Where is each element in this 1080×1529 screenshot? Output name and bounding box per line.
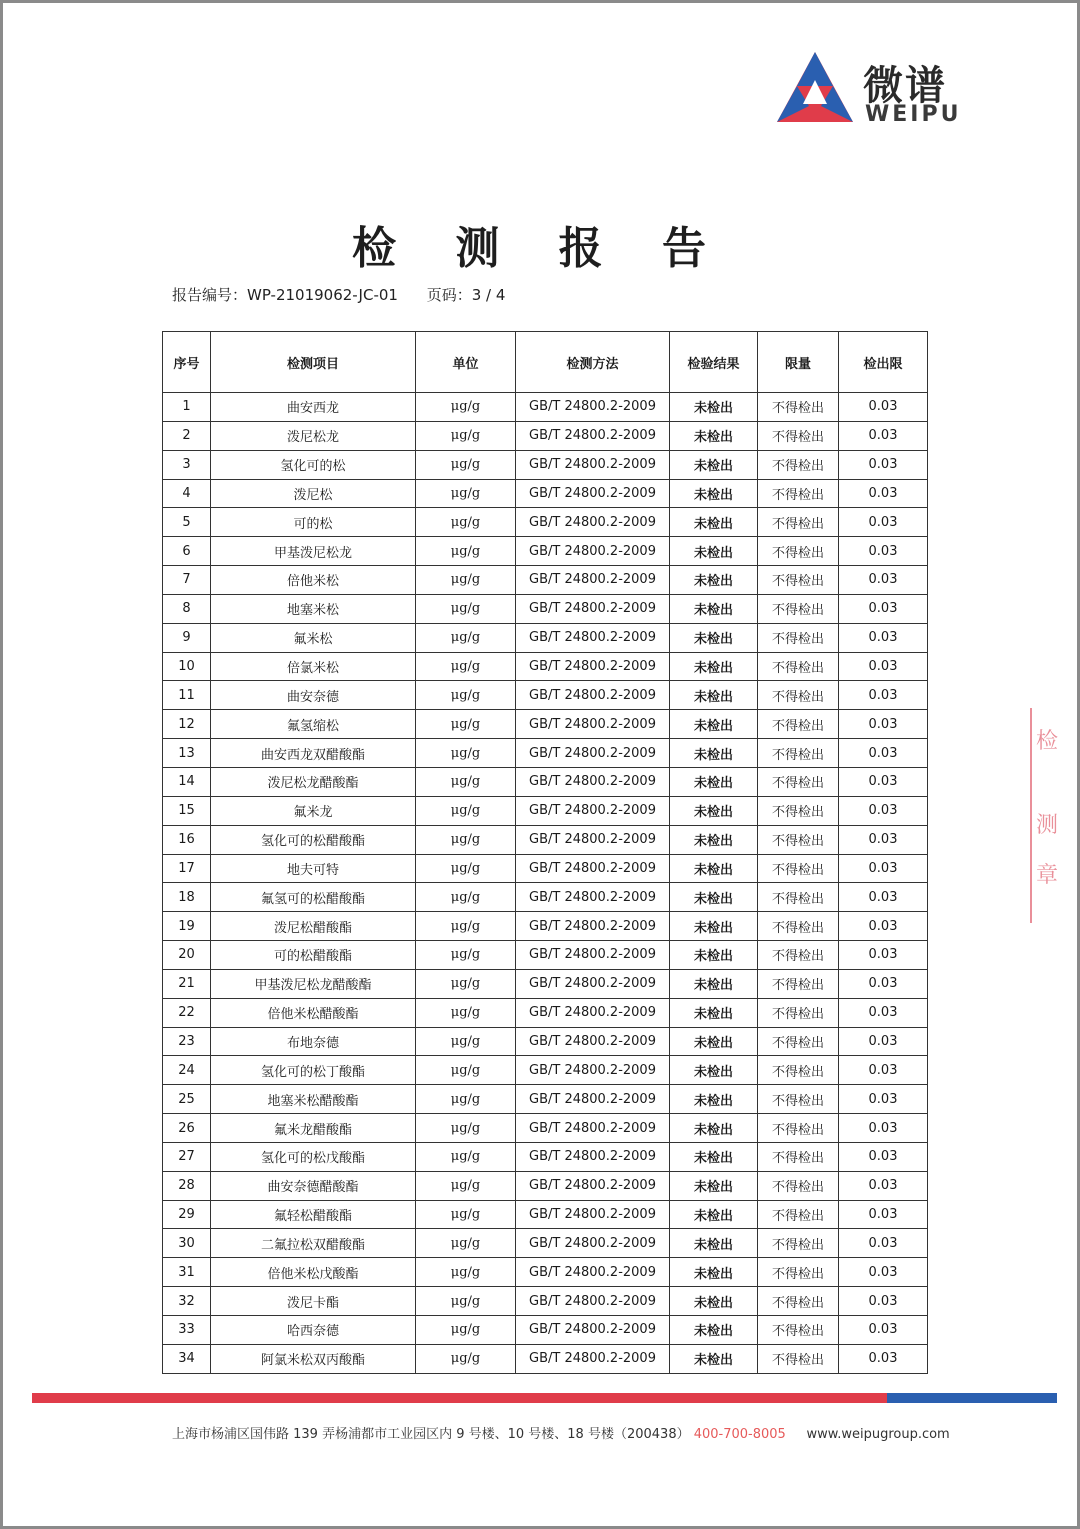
cell-lod: 0.03 [839, 883, 928, 912]
cell-method: GB/T 24800.2-2009 [516, 681, 670, 710]
cell-result: 未检出 [670, 1316, 758, 1345]
cell-result: 未检出 [670, 969, 758, 998]
cell-method: GB/T 24800.2-2009 [516, 998, 670, 1027]
cell-lod: 0.03 [839, 1287, 928, 1316]
cell-method: GB/T 24800.2-2009 [516, 1287, 670, 1316]
cell-method: GB/T 24800.2-2009 [516, 883, 670, 912]
table-row [163, 450, 928, 479]
cell-method: GB/T 24800.2-2009 [516, 912, 670, 941]
table-row [163, 969, 928, 998]
cell-lod: 0.03 [839, 421, 928, 450]
cell-result: 未检出 [670, 421, 758, 450]
report-title: 检 测 报 告 [352, 223, 728, 274]
cell-result: 未检出 [670, 854, 758, 883]
cell-limit: 不得检出 [758, 854, 839, 883]
cell-result: 未检出 [670, 710, 758, 739]
cell-result: 未检出 [670, 652, 758, 681]
results-table [162, 331, 928, 1374]
cell-item: 倍他米松醋酸酯 [211, 998, 416, 1027]
cell-result: 未检出 [670, 1142, 758, 1171]
table-row [163, 1171, 928, 1200]
table-row [163, 1056, 928, 1085]
cell-unit: μg/g [416, 1171, 516, 1200]
table-row [163, 479, 928, 508]
cell-unit: μg/g [416, 1142, 516, 1171]
cell-unit: μg/g [416, 479, 516, 508]
cell-unit: μg/g [416, 1287, 516, 1316]
table-row [163, 594, 928, 623]
cell-unit: μg/g [416, 566, 516, 595]
cell-unit: μg/g [416, 1229, 516, 1258]
cell-no: 20 [163, 941, 211, 970]
cell-result: 未检出 [670, 393, 758, 422]
cell-no: 16 [163, 825, 211, 854]
cell-result: 未检出 [670, 883, 758, 912]
cell-no: 23 [163, 1027, 211, 1056]
cell-result: 未检出 [670, 594, 758, 623]
cell-limit: 不得检出 [758, 652, 839, 681]
cell-no: 13 [163, 739, 211, 768]
cell-no: 5 [163, 508, 211, 537]
cell-method: GB/T 24800.2-2009 [516, 1027, 670, 1056]
cell-lod: 0.03 [839, 739, 928, 768]
cell-unit: μg/g [416, 1316, 516, 1345]
table-row [163, 1085, 928, 1114]
cell-limit: 不得检出 [758, 1085, 839, 1114]
cell-unit: μg/g [416, 1056, 516, 1085]
cell-lod: 0.03 [839, 1142, 928, 1171]
cell-no: 18 [163, 883, 211, 912]
col-header-lod: 检出限 [839, 332, 928, 393]
cell-result: 未检出 [670, 825, 758, 854]
cell-item: 氟米龙 [211, 796, 416, 825]
cell-no: 6 [163, 537, 211, 566]
cell-result: 未检出 [670, 1085, 758, 1114]
cell-no: 12 [163, 710, 211, 739]
cell-result: 未检出 [670, 681, 758, 710]
cell-item: 泼尼松龙 [211, 421, 416, 450]
cell-item: 氟氢缩松 [211, 710, 416, 739]
cell-no: 8 [163, 594, 211, 623]
table-row [163, 393, 928, 422]
cell-unit: μg/g [416, 1114, 516, 1143]
cell-result: 未检出 [670, 1258, 758, 1287]
cell-no: 1 [163, 393, 211, 422]
table-header-row [163, 332, 928, 393]
cell-limit: 不得检出 [758, 767, 839, 796]
cell-lod: 0.03 [839, 1344, 928, 1373]
cell-limit: 不得检出 [758, 912, 839, 941]
cell-no: 25 [163, 1085, 211, 1114]
cell-method: GB/T 24800.2-2009 [516, 623, 670, 652]
cell-no: 7 [163, 566, 211, 595]
cell-limit: 不得检出 [758, 508, 839, 537]
table-row [163, 566, 928, 595]
cell-result: 未检出 [670, 508, 758, 537]
cell-unit: μg/g [416, 883, 516, 912]
cell-lod: 0.03 [839, 623, 928, 652]
cell-item: 可的松 [211, 508, 416, 537]
cell-no: 26 [163, 1114, 211, 1143]
table-row [163, 421, 928, 450]
cell-limit: 不得检出 [758, 537, 839, 566]
cell-item: 布地奈德 [211, 1027, 416, 1056]
cell-limit: 不得检出 [758, 421, 839, 450]
cell-item: 泼尼松醋酸酯 [211, 912, 416, 941]
cell-result: 未检出 [670, 1344, 758, 1373]
cell-method: GB/T 24800.2-2009 [516, 1258, 670, 1287]
cell-no: 27 [163, 1142, 211, 1171]
cell-limit: 不得检出 [758, 566, 839, 595]
cell-no: 29 [163, 1200, 211, 1229]
cell-no: 21 [163, 969, 211, 998]
cell-limit: 不得检出 [758, 1258, 839, 1287]
cell-method: GB/T 24800.2-2009 [516, 796, 670, 825]
cell-lod: 0.03 [839, 767, 928, 796]
table-row [163, 1287, 928, 1316]
cell-method: GB/T 24800.2-2009 [516, 421, 670, 450]
cell-unit: μg/g [416, 739, 516, 768]
cell-method: GB/T 24800.2-2009 [516, 854, 670, 883]
cell-lod: 0.03 [839, 652, 928, 681]
cell-method: GB/T 24800.2-2009 [516, 1056, 670, 1085]
cell-lod: 0.03 [839, 969, 928, 998]
table-row [163, 537, 928, 566]
cell-item: 倍他米松戊酸酯 [211, 1258, 416, 1287]
cell-no: 2 [163, 421, 211, 450]
cell-limit: 不得检出 [758, 623, 839, 652]
cell-lod: 0.03 [839, 393, 928, 422]
cell-item: 地塞米松 [211, 594, 416, 623]
cell-method: GB/T 24800.2-2009 [516, 1200, 670, 1229]
cell-method: GB/T 24800.2-2009 [516, 1114, 670, 1143]
cell-item: 地塞米松醋酸酯 [211, 1085, 416, 1114]
cell-no: 3 [163, 450, 211, 479]
cell-lod: 0.03 [839, 710, 928, 739]
cell-unit: μg/g [416, 710, 516, 739]
cell-method: GB/T 24800.2-2009 [516, 1229, 670, 1258]
cell-unit: μg/g [416, 421, 516, 450]
cell-method: GB/T 24800.2-2009 [516, 767, 670, 796]
cell-no: 11 [163, 681, 211, 710]
table-row [163, 912, 928, 941]
cell-result: 未检出 [670, 998, 758, 1027]
cell-result: 未检出 [670, 1114, 758, 1143]
cell-lod: 0.03 [839, 998, 928, 1027]
cell-unit: μg/g [416, 508, 516, 537]
cell-no: 4 [163, 479, 211, 508]
col-header-method: 检测方法 [516, 332, 670, 393]
footer-website: www.weipugroup.com [806, 1427, 950, 1442]
cell-method: GB/T 24800.2-2009 [516, 393, 670, 422]
cell-no: 22 [163, 998, 211, 1027]
col-header-item: 检测项目 [211, 332, 416, 393]
cell-method: GB/T 24800.2-2009 [516, 1316, 670, 1345]
table-row [163, 854, 928, 883]
cell-limit: 不得检出 [758, 1171, 839, 1200]
cell-no: 14 [163, 767, 211, 796]
cell-item: 曲安西龙双醋酸酯 [211, 739, 416, 768]
cell-limit: 不得检出 [758, 883, 839, 912]
footer [172, 1423, 950, 1442]
table-row [163, 998, 928, 1027]
cell-unit: μg/g [416, 767, 516, 796]
cell-limit: 不得检出 [758, 739, 839, 768]
table-row [163, 767, 928, 796]
cell-method: GB/T 24800.2-2009 [516, 508, 670, 537]
cell-unit: μg/g [416, 393, 516, 422]
table-row [163, 1142, 928, 1171]
cell-lod: 0.03 [839, 594, 928, 623]
cell-result: 未检出 [670, 479, 758, 508]
cell-unit: μg/g [416, 1200, 516, 1229]
cell-item: 阿氯米松双丙酸酯 [211, 1344, 416, 1373]
cell-unit: μg/g [416, 450, 516, 479]
cell-lod: 0.03 [839, 508, 928, 537]
cell-limit: 不得检出 [758, 1229, 839, 1258]
table-row [163, 1027, 928, 1056]
cell-method: GB/T 24800.2-2009 [516, 941, 670, 970]
cell-unit: μg/g [416, 1027, 516, 1056]
cell-lod: 0.03 [839, 1316, 928, 1345]
cell-result: 未检出 [670, 1287, 758, 1316]
cell-method: GB/T 24800.2-2009 [516, 594, 670, 623]
cell-unit: μg/g [416, 623, 516, 652]
table-row [163, 508, 928, 537]
cell-lod: 0.03 [839, 854, 928, 883]
table-row [163, 739, 928, 768]
cell-item: 倍氯米松 [211, 652, 416, 681]
cell-lod: 0.03 [839, 941, 928, 970]
cell-limit: 不得检出 [758, 479, 839, 508]
cell-lod: 0.03 [839, 796, 928, 825]
cell-lod: 0.03 [839, 1258, 928, 1287]
cell-item: 泼尼松 [211, 479, 416, 508]
cell-limit: 不得检出 [758, 1027, 839, 1056]
cell-item: 氟米龙醋酸酯 [211, 1114, 416, 1143]
cell-result: 未检出 [670, 450, 758, 479]
cell-no: 19 [163, 912, 211, 941]
cell-limit: 不得检出 [758, 796, 839, 825]
cell-no: 31 [163, 1258, 211, 1287]
cell-lod: 0.03 [839, 450, 928, 479]
cell-result: 未检出 [670, 623, 758, 652]
col-header-no: 序号 [163, 332, 211, 393]
cell-item: 甲基泼尼松龙醋酸酯 [211, 969, 416, 998]
table-row [163, 623, 928, 652]
table-row [163, 1200, 928, 1229]
cell-no: 30 [163, 1229, 211, 1258]
cell-lod: 0.03 [839, 1114, 928, 1143]
cell-item: 甲基泼尼松龙 [211, 537, 416, 566]
cell-limit: 不得检出 [758, 1316, 839, 1345]
cell-item: 氟米松 [211, 623, 416, 652]
table-row [163, 1316, 928, 1345]
brand-name-en: WEIPU [865, 102, 962, 127]
cell-item: 泼尼卡酯 [211, 1287, 416, 1316]
cell-no: 15 [163, 796, 211, 825]
cell-unit: μg/g [416, 1344, 516, 1373]
cell-unit: μg/g [416, 594, 516, 623]
cell-item: 氢化可的松戊酸酯 [211, 1142, 416, 1171]
footer-phone: 400-700-8005 [693, 1427, 786, 1442]
cell-item: 氢化可的松醋酸酯 [211, 825, 416, 854]
cell-limit: 不得检出 [758, 450, 839, 479]
cell-result: 未检出 [670, 566, 758, 595]
cell-lod: 0.03 [839, 1085, 928, 1114]
table-row [163, 1229, 928, 1258]
footer-bar-blue [887, 1393, 1057, 1403]
cell-no: 34 [163, 1344, 211, 1373]
cell-limit: 不得检出 [758, 825, 839, 854]
cell-item: 泼尼松龙醋酸酯 [211, 767, 416, 796]
col-header-unit: 单位 [416, 332, 516, 393]
cell-method: GB/T 24800.2-2009 [516, 1344, 670, 1373]
cell-method: GB/T 24800.2-2009 [516, 652, 670, 681]
cell-unit: μg/g [416, 854, 516, 883]
cell-lod: 0.03 [839, 1056, 928, 1085]
cell-lod: 0.03 [839, 479, 928, 508]
cell-lod: 0.03 [839, 1229, 928, 1258]
cell-limit: 不得检出 [758, 1142, 839, 1171]
cell-result: 未检出 [670, 1200, 758, 1229]
table-row [163, 1114, 928, 1143]
cell-unit: μg/g [416, 537, 516, 566]
report-number: 报告编号：WP-21019062-JC-01 [172, 286, 398, 304]
cell-method: GB/T 24800.2-2009 [516, 566, 670, 595]
table-row [163, 710, 928, 739]
cell-unit: μg/g [416, 998, 516, 1027]
cell-item: 氟氢可的松醋酸酯 [211, 883, 416, 912]
cell-item: 二氟拉松双醋酸酯 [211, 1229, 416, 1258]
cell-limit: 不得检出 [758, 941, 839, 970]
cell-item: 氢化可的松 [211, 450, 416, 479]
cell-method: GB/T 24800.2-2009 [516, 969, 670, 998]
cell-item: 氟轻松醋酸酯 [211, 1200, 416, 1229]
cell-unit: μg/g [416, 1085, 516, 1114]
cell-result: 未检出 [670, 912, 758, 941]
cell-item: 氢化可的松丁酸酯 [211, 1056, 416, 1085]
cell-no: 24 [163, 1056, 211, 1085]
cell-no: 10 [163, 652, 211, 681]
cell-result: 未检出 [670, 796, 758, 825]
cell-limit: 不得检出 [758, 1287, 839, 1316]
weipu-logo [775, 50, 975, 130]
cell-limit: 不得检出 [758, 969, 839, 998]
cell-unit: μg/g [416, 941, 516, 970]
table-row [163, 652, 928, 681]
cell-lod: 0.03 [839, 566, 928, 595]
footer-address: 上海市杨浦区国伟路 139 弄杨浦都市工业园区内 9 号楼、10 号楼、18 号楼（200438） [172, 1427, 690, 1442]
cell-lod: 0.03 [839, 1171, 928, 1200]
page-number: 页码：3 / 4 [426, 286, 506, 304]
cell-method: GB/T 24800.2-2009 [516, 1171, 670, 1200]
cell-no: 17 [163, 854, 211, 883]
cell-result: 未检出 [670, 941, 758, 970]
cell-unit: μg/g [416, 825, 516, 854]
cell-unit: μg/g [416, 969, 516, 998]
table-row [163, 825, 928, 854]
weipu-logo-icon [775, 50, 855, 128]
cell-item: 曲安奈德 [211, 681, 416, 710]
cell-method: GB/T 24800.2-2009 [516, 1085, 670, 1114]
brand-name-cn: 微谱 [863, 63, 947, 109]
cell-method: GB/T 24800.2-2009 [516, 537, 670, 566]
cell-no: 32 [163, 1287, 211, 1316]
cell-unit: μg/g [416, 681, 516, 710]
col-header-limit: 限量 [758, 332, 839, 393]
cell-result: 未检出 [670, 739, 758, 768]
table-row [163, 681, 928, 710]
cell-item: 哈西奈德 [211, 1316, 416, 1345]
cell-method: GB/T 24800.2-2009 [516, 710, 670, 739]
cell-method: GB/T 24800.2-2009 [516, 825, 670, 854]
cell-item: 可的松醋酸酯 [211, 941, 416, 970]
cell-method: GB/T 24800.2-2009 [516, 450, 670, 479]
table-row [163, 1258, 928, 1287]
table-row [163, 883, 928, 912]
cell-result: 未检出 [670, 1171, 758, 1200]
cell-lod: 0.03 [839, 537, 928, 566]
cell-item: 曲安西龙 [211, 393, 416, 422]
table-row [163, 941, 928, 970]
seal-stamp: 检 测 章 [1030, 708, 1072, 923]
cell-lod: 0.03 [839, 1200, 928, 1229]
cell-result: 未检出 [670, 1056, 758, 1085]
cell-method: GB/T 24800.2-2009 [516, 1142, 670, 1171]
cell-unit: μg/g [416, 1258, 516, 1287]
cell-lod: 0.03 [839, 825, 928, 854]
col-header-result: 检验结果 [670, 332, 758, 393]
cell-limit: 不得检出 [758, 710, 839, 739]
table-body [163, 393, 928, 1374]
cell-limit: 不得检出 [758, 393, 839, 422]
cell-result: 未检出 [670, 1229, 758, 1258]
cell-limit: 不得检出 [758, 1344, 839, 1373]
cell-lod: 0.03 [839, 681, 928, 710]
cell-unit: μg/g [416, 796, 516, 825]
cell-item: 倍他米松 [211, 566, 416, 595]
cell-limit: 不得检出 [758, 1056, 839, 1085]
table-row [163, 1344, 928, 1373]
cell-no: 33 [163, 1316, 211, 1345]
cell-unit: μg/g [416, 652, 516, 681]
cell-method: GB/T 24800.2-2009 [516, 479, 670, 508]
cell-lod: 0.03 [839, 912, 928, 941]
cell-item: 曲安奈德醋酸酯 [211, 1171, 416, 1200]
footer-bar-red [32, 1393, 887, 1403]
cell-lod: 0.03 [839, 1027, 928, 1056]
cell-result: 未检出 [670, 767, 758, 796]
cell-item: 地夫可特 [211, 854, 416, 883]
cell-unit: μg/g [416, 912, 516, 941]
cell-no: 28 [163, 1171, 211, 1200]
cell-result: 未检出 [670, 1027, 758, 1056]
cell-limit: 不得检出 [758, 1114, 839, 1143]
table-row [163, 796, 928, 825]
cell-result: 未检出 [670, 537, 758, 566]
cell-limit: 不得检出 [758, 594, 839, 623]
cell-limit: 不得检出 [758, 998, 839, 1027]
cell-limit: 不得检出 [758, 1200, 839, 1229]
report-meta [172, 284, 529, 305]
cell-no: 9 [163, 623, 211, 652]
cell-limit: 不得检出 [758, 681, 839, 710]
cell-method: GB/T 24800.2-2009 [516, 739, 670, 768]
